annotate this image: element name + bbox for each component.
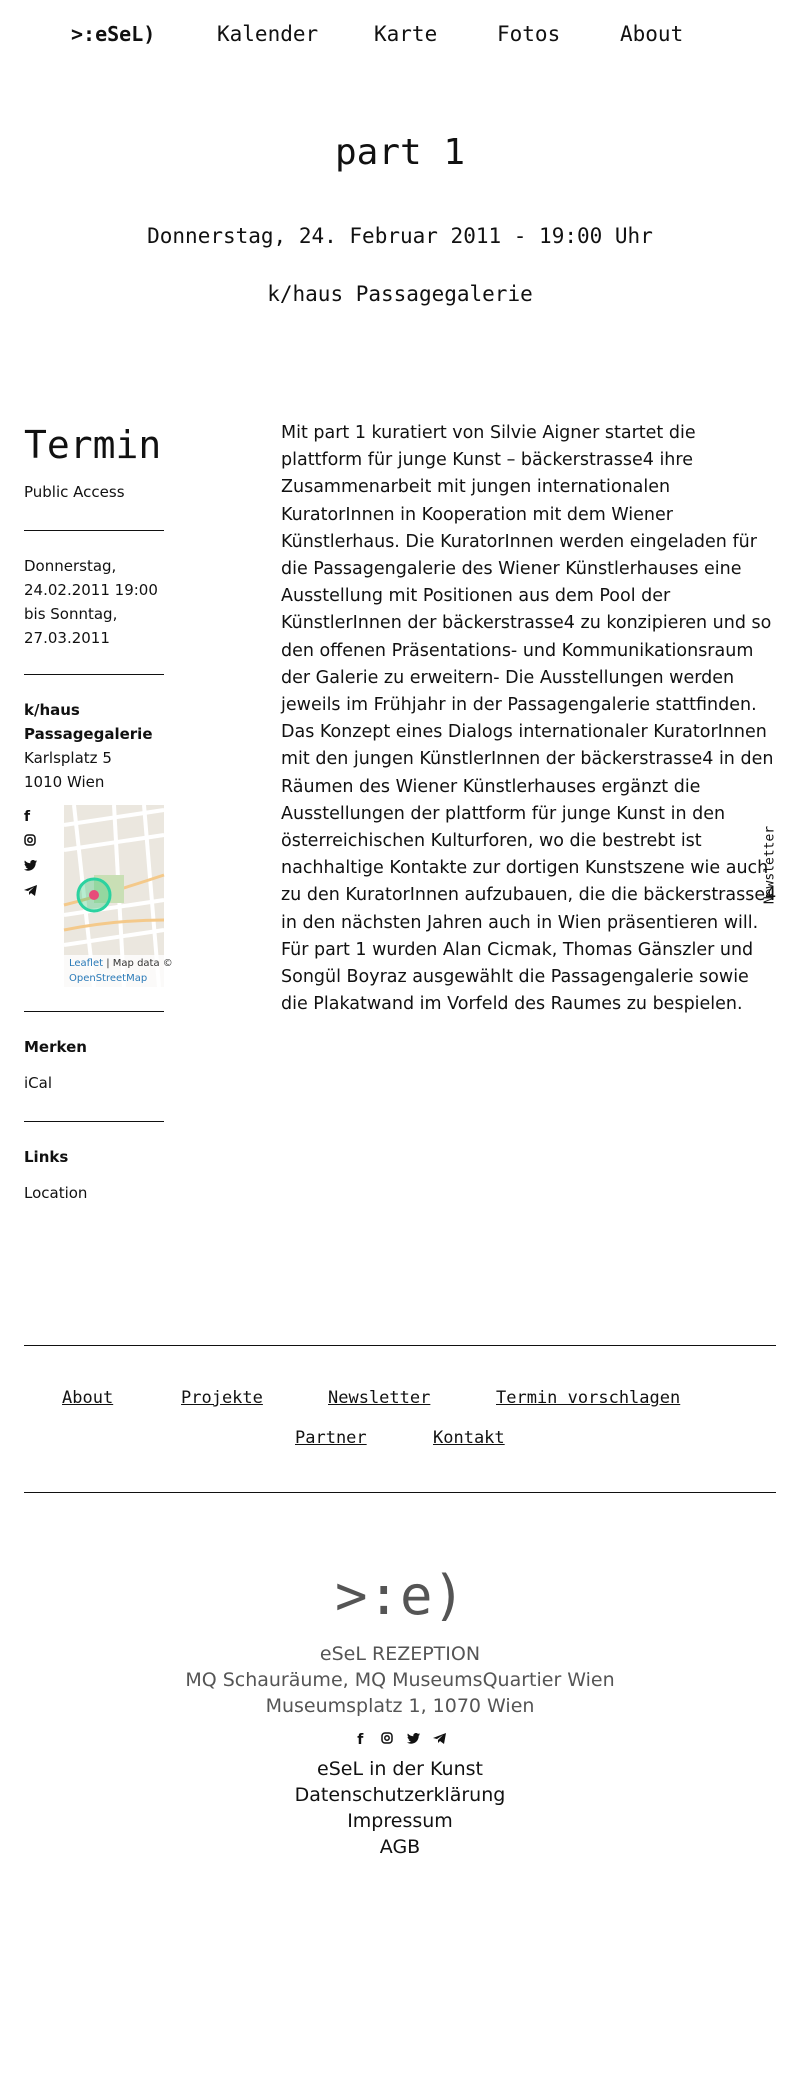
facebook-icon[interactable]: f bbox=[357, 1732, 364, 1748]
date-line-4: 27.03.2011 bbox=[24, 629, 110, 647]
event-title: part 1 bbox=[334, 132, 466, 173]
event-description: Mit part 1 kuratiert von Silvie Aigner startet die plattform für junge Kunst – bäckerstrasse4 ihre Zusammenarbeit mit jungen internationalen KuratorInnen in Kooperation mit dem Wiener Künstlerhaus. Die KuratorInnen werden eingeladen für die Passagengalerie des Wiener Künstlerhauses eine Ausstellung mit Positionen aus dem Pool der KünstlerInnen der bäckerstrasse4 zu konzipieren und so den offenen Präsentations- und Kommunikationsraum der Galerie zu erweitern- Die Ausstellungen werden jeweils im Frühjahr in der Passagengalerie stattfinden. Das Konzept eines Dialogs internationaler KuratorInnen mit den jungen KünstlerInnen der bäckerstrasse4 in den Räumen des Wiener Künstlerhauses ergänzt die Ausstellungen der plattform für junge Kunst in den österreichischen Kulturforen, wo die bestrebt ist nachhaltige Kontakte zur dortigen Kunstszene wie auch zu den KuratorInnen aufzubauen, die die bäckerstrasse4 in den nächsten Jahren auch in Wien präsentieren will. Für part 1 wurden Alan Cicmak, Thomas Gänszler und Songül Boyraz ausgewählt die Passagengalerie sowie die Plakatwand im Vorfeld des Raumes zu bespielen. bbox=[281, 423, 777, 1015]
footer-address-2: Museumsplatz 1, 1070 Wien bbox=[265, 1695, 535, 1717]
osm-link[interactable]: OpenStreetMap bbox=[69, 973, 148, 984]
leaflet-link[interactable]: Leaflet bbox=[69, 958, 104, 969]
footer-newsletter[interactable]: Newsletter bbox=[328, 1388, 431, 1408]
footer-link-esel-kunst[interactable]: eSeL in der Kunst bbox=[317, 1758, 483, 1780]
footer-address-1: MQ Schauräume, MQ MuseumsQuartier Wien bbox=[185, 1669, 615, 1691]
address-city: 1010 Wien bbox=[24, 773, 105, 791]
newsletter-tab-label: Newsletter bbox=[762, 825, 778, 905]
sidebar-heading: Termin bbox=[24, 423, 162, 467]
merken-title: Merken bbox=[24, 1038, 87, 1056]
divider bbox=[24, 674, 164, 675]
footer-divider bbox=[24, 1345, 776, 1346]
nav-kalender[interactable]: Kalender bbox=[217, 22, 319, 46]
event-sidebar bbox=[24, 420, 173, 1202]
ical-link[interactable]: iCal bbox=[24, 1074, 53, 1092]
nav-about[interactable]: About bbox=[620, 22, 684, 46]
telegram-icon[interactable] bbox=[429, 1732, 451, 1748]
newsletter-tab[interactable] bbox=[755, 810, 785, 920]
map-data-label: | Map data © bbox=[103, 958, 173, 969]
instagram-icon[interactable] bbox=[24, 830, 44, 855]
date-line-2: 24.02.2011 19:00 bbox=[24, 581, 158, 599]
address-street: Karlsplatz 5 bbox=[24, 749, 112, 767]
footer-divider bbox=[24, 1492, 776, 1493]
instagram-icon[interactable] bbox=[376, 1732, 398, 1748]
venue-name-2[interactable]: Passagegalerie bbox=[24, 725, 153, 743]
footer-logo[interactable]: >:e) bbox=[334, 1564, 466, 1627]
event-venue: k/haus Passagegalerie bbox=[267, 282, 533, 306]
footer-link-impressum[interactable]: Impressum bbox=[347, 1810, 453, 1832]
nav-karte[interactable]: Karte bbox=[374, 22, 438, 46]
footer-org: eSeL REZEPTION bbox=[319, 1643, 481, 1665]
location-map[interactable] bbox=[64, 805, 173, 987]
divider bbox=[24, 1121, 164, 1122]
date-range bbox=[24, 554, 164, 650]
footer-link-datenschutz[interactable]: Datenschutzerklärung bbox=[294, 1784, 506, 1806]
venue-address bbox=[24, 698, 164, 794]
telegram-icon[interactable] bbox=[24, 880, 44, 905]
links-title: Links bbox=[24, 1148, 69, 1166]
divider bbox=[24, 1011, 164, 1012]
footer-projekte[interactable]: Projekte bbox=[181, 1388, 263, 1408]
twitter-icon[interactable] bbox=[24, 855, 44, 880]
footer-kontakt[interactable]: Kontakt bbox=[433, 1428, 505, 1448]
site-logo[interactable]: >:eSeL) bbox=[71, 22, 156, 46]
access-label: Public Access bbox=[24, 483, 125, 501]
nav-fotos[interactable]: Fotos bbox=[497, 22, 561, 46]
footer-about[interactable]: About bbox=[62, 1388, 114, 1408]
footer-social-icons bbox=[0, 1732, 800, 1748]
date-line-3: bis Sonntag, bbox=[24, 605, 118, 623]
divider bbox=[24, 530, 164, 531]
facebook-icon[interactable]: f bbox=[24, 809, 31, 825]
share-icons bbox=[24, 805, 44, 905]
footer-link-agb[interactable]: AGB bbox=[379, 1836, 421, 1858]
twitter-icon[interactable] bbox=[402, 1732, 424, 1748]
location-link[interactable]: Location bbox=[24, 1184, 88, 1202]
venue-name-1[interactable]: k/haus bbox=[24, 701, 80, 719]
footer-termin-vorschlagen[interactable]: Termin vorschlagen bbox=[496, 1388, 681, 1408]
event-date: Donnerstag, 24. Februar 2011 - 19:00 Uhr bbox=[147, 224, 653, 248]
map-attribution bbox=[64, 955, 204, 987]
footer-partner[interactable]: Partner bbox=[295, 1428, 367, 1448]
date-line-1: Donnerstag, bbox=[24, 557, 117, 575]
venue-share-map bbox=[24, 805, 173, 987]
